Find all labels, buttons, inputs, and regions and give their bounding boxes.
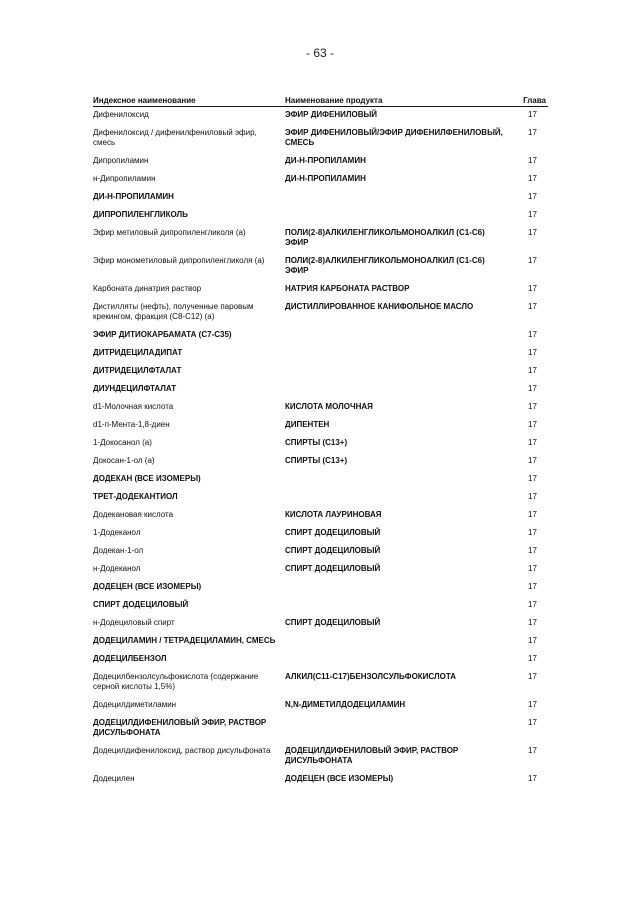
table-row <box>93 579 548 597</box>
table-row <box>93 771 548 789</box>
chapter-cell: 17 <box>528 718 537 727</box>
index-name-cell: Додецилдифенилоксид, раствор дисульфоната <box>93 746 271 755</box>
table-row <box>93 743 548 771</box>
chapter-cell: 17 <box>528 672 537 681</box>
chapter-cell: 17 <box>528 284 537 293</box>
chapter-cell: 17 <box>528 546 537 555</box>
table-row <box>93 299 548 327</box>
index-name-cell: Дистилляты (нефть), полученные паровым крекингом, фракция (C8-C12) (a) <box>93 302 254 321</box>
product-name-cell: СПИРТЫ (C13+) <box>285 456 348 465</box>
index-name-cell: СПИРТ ДОДЕЦИЛОВЫЙ <box>93 600 189 609</box>
chapter-cell: 17 <box>528 528 537 537</box>
table-row <box>93 281 548 299</box>
index-name-cell: ДОДЕЦИЛБЕНЗОЛ <box>93 654 167 663</box>
chapter-cell: 17 <box>528 348 537 357</box>
table-header <box>93 93 548 107</box>
table-row <box>93 417 548 435</box>
chapter-cell: 17 <box>528 110 537 119</box>
index-name-cell: Эфир метиловый дипропиленгликоля (a) <box>93 228 246 237</box>
product-name-cell <box>285 651 513 669</box>
chapter-cell: 17 <box>528 492 537 501</box>
index-name-cell: Карбоната динатрия раствор <box>93 284 202 293</box>
product-name-cell <box>285 471 513 489</box>
chapter-cell: 17 <box>528 420 537 429</box>
header-product-name: Наименование продукта <box>285 93 513 107</box>
chapter-cell: 17 <box>528 618 537 627</box>
table-row <box>93 171 548 189</box>
chapter-cell: 17 <box>528 366 537 375</box>
index-name-cell: н-Додециловый спирт <box>93 618 175 627</box>
chapter-cell: 17 <box>528 600 537 609</box>
product-name-cell <box>285 189 513 207</box>
chapter-cell: 17 <box>528 192 537 201</box>
product-name-cell: СПИРТЫ (C13+) <box>285 438 348 447</box>
product-index-table <box>93 93 548 789</box>
index-name-cell: ТРЕТ-ДОДЕКАНТИОЛ <box>93 492 178 501</box>
index-name-cell: Дифенилоксид <box>93 110 149 119</box>
chapter-cell: 17 <box>528 636 537 645</box>
chapter-cell: 17 <box>528 700 537 709</box>
index-name-cell: ДОДЕЦИЛДИФЕНИЛОВЫЙ ЭФИР, РАСТВОР ДИСУЛЬФОНАТА <box>93 718 267 737</box>
index-name-cell: ДИПРОПИЛЕНГЛИКОЛЬ <box>93 210 188 219</box>
index-name-cell: 1-Додеканол <box>93 528 141 537</box>
chapter-cell: 17 <box>528 746 537 755</box>
product-name-cell: ЭФИР ДИФЕНИЛОВЫЙ/ЭФИР ДИФЕНИЛФЕНИЛОВЫЙ, СМЕСЬ <box>285 128 503 147</box>
table-row <box>93 125 548 153</box>
index-name-cell: Докосан-1-ол (a) <box>93 456 155 465</box>
product-index-table-container <box>93 93 548 789</box>
index-name-cell: Додецилдиметиламин <box>93 700 177 709</box>
product-name-cell: ДИПЕНТЕН <box>285 420 330 429</box>
product-name-cell <box>285 381 513 399</box>
index-name-cell: Дипропиламин <box>93 156 149 165</box>
table-row <box>93 525 548 543</box>
index-name-cell: Додецилбензолсульфокислота (содержание серной кислоты 1,5%) <box>93 672 259 691</box>
chapter-cell: 17 <box>528 156 537 165</box>
table-row <box>93 597 548 615</box>
product-name-cell: ДИСТИЛЛИРОВАННОЕ КАНИФОЛЬНОЕ МАСЛО <box>285 302 474 311</box>
product-name-cell: КИСЛОТА ЛАУРИНОВАЯ <box>285 510 382 519</box>
page-number: - 63 - <box>305 46 334 60</box>
product-name-cell: КИСЛОТА МОЛОЧНАЯ <box>285 402 373 411</box>
index-name-cell: ДОДЕЦЕН (ВСЕ ИЗОМЕРЫ) <box>93 582 202 591</box>
table-row <box>93 253 548 281</box>
table-row <box>93 489 548 507</box>
table-row <box>93 153 548 171</box>
product-name-cell: ДОДЕЦЕН (ВСЕ ИЗОМЕРЫ) <box>285 774 394 783</box>
chapter-cell: 17 <box>528 302 537 311</box>
table-row <box>93 471 548 489</box>
index-name-cell: ДИТРИДЕЦИЛАДИПАТ <box>93 348 183 357</box>
table-row <box>93 345 548 363</box>
chapter-cell: 17 <box>528 256 537 265</box>
product-name-cell: СПИРТ ДОДЕЦИЛОВЫЙ <box>285 564 381 573</box>
table-row <box>93 561 548 579</box>
table-body <box>93 107 548 790</box>
table-row <box>93 189 548 207</box>
header-row <box>93 93 548 107</box>
index-name-cell: Додекан-1-ол <box>93 546 144 555</box>
table-row <box>93 435 548 453</box>
index-name-cell: ДИУНДЕЦИЛФТАЛАТ <box>93 384 177 393</box>
product-name-cell: ДОДЕЦИЛДИФЕНИЛОВЫЙ ЭФИР, РАСТВОР ДИСУЛЬФОНАТА <box>285 746 459 765</box>
index-name-cell: н-Додеканол <box>93 564 141 573</box>
index-name-cell: ЭФИР ДИТИОКАРБАМАТА (C7-C35) <box>93 330 232 339</box>
chapter-cell: 17 <box>528 128 537 137</box>
table-row <box>93 399 548 417</box>
chapter-cell: 17 <box>528 474 537 483</box>
table-row <box>93 327 548 345</box>
product-name-cell: НАТРИЯ КАРБОНАТА РАСТВОР <box>285 284 410 293</box>
table-row <box>93 107 548 126</box>
table-row <box>93 651 548 669</box>
table-row <box>93 669 548 697</box>
table-row <box>93 615 548 633</box>
chapter-cell: 17 <box>528 228 537 237</box>
chapter-cell: 17 <box>528 402 537 411</box>
index-name-cell: 1-Докосанол (a) <box>93 438 152 447</box>
product-name-cell <box>285 345 513 363</box>
product-name-cell: ЭФИР ДИФЕНИЛОВЫЙ <box>285 110 378 119</box>
index-name-cell: ДИТРИДЕЦИЛФТАЛАТ <box>93 366 182 375</box>
product-name-cell: ДИ-Н-ПРОПИЛАМИН <box>285 174 366 183</box>
table-row <box>93 697 548 715</box>
product-name-cell <box>285 633 513 651</box>
product-name-cell <box>285 715 513 743</box>
table-row <box>93 381 548 399</box>
index-name-cell: Эфир монометиловый дипропиленгликоля (a) <box>93 256 265 265</box>
header-index-name: Индексное наименование <box>93 93 285 107</box>
product-name-cell <box>285 579 513 597</box>
table-row <box>93 363 548 381</box>
product-name-cell <box>285 489 513 507</box>
product-name-cell: ПОЛИ(2-8)АЛКИЛЕНГЛИКОЛЬМОНОАЛКИЛ (C1-C6) ЭФИР <box>285 256 485 275</box>
table-row <box>93 715 548 743</box>
chapter-cell: 17 <box>528 510 537 519</box>
index-name-cell: ДИ-Н-ПРОПИЛАМИН <box>93 192 174 201</box>
index-name-cell: Додецилен <box>93 774 135 783</box>
product-name-cell: ПОЛИ(2-8)АЛКИЛЕНГЛИКОЛЬМОНОАЛКИЛ (C1-C6) ЭФИР <box>285 228 485 247</box>
table-row <box>93 543 548 561</box>
product-name-cell: СПИРТ ДОДЕЦИЛОВЫЙ <box>285 528 381 537</box>
product-name-cell: СПИРТ ДОДЕЦИЛОВЫЙ <box>285 618 381 627</box>
index-name-cell: Дифенилоксид / дифенилфениловый эфир, смесь <box>93 128 257 147</box>
index-name-cell: d1-п-Мента-1,8-диен <box>93 420 170 429</box>
product-name-cell <box>285 327 513 345</box>
chapter-cell: 17 <box>528 654 537 663</box>
product-name-cell <box>285 207 513 225</box>
chapter-cell: 17 <box>528 384 537 393</box>
product-name-cell: СПИРТ ДОДЕЦИЛОВЫЙ <box>285 546 381 555</box>
product-name-cell: АЛКИЛ(C11-C17)БЕНЗОЛСУЛЬФОКИСЛОТА <box>285 672 457 681</box>
table-row <box>93 507 548 525</box>
chapter-cell: 17 <box>528 774 537 783</box>
chapter-cell: 17 <box>528 438 537 447</box>
product-name-cell <box>285 597 513 615</box>
table-row <box>93 633 548 651</box>
header-chapter: Глава <box>513 93 548 107</box>
index-name-cell: d1-Молочная кислота <box>93 402 174 411</box>
chapter-cell: 17 <box>528 174 537 183</box>
index-name-cell: н-Дипропиламин <box>93 174 156 183</box>
product-name-cell: ДИ-Н-ПРОПИЛАМИН <box>285 156 366 165</box>
index-name-cell: ДОДЕЦИЛАМИН / ТЕТРАДЕЦИЛАМИН, СМЕСЬ <box>93 636 276 645</box>
chapter-cell: 17 <box>528 564 537 573</box>
chapter-cell: 17 <box>528 210 537 219</box>
index-name-cell: Додекановая кислота <box>93 510 174 519</box>
chapter-cell: 17 <box>528 582 537 591</box>
table-row <box>93 225 548 253</box>
table-row <box>93 207 548 225</box>
chapter-cell: 17 <box>528 456 537 465</box>
index-name-cell: ДОДЕКАН (ВСЕ ИЗОМЕРЫ) <box>93 474 201 483</box>
table-row <box>93 453 548 471</box>
chapter-cell: 17 <box>528 330 537 339</box>
product-name-cell <box>285 363 513 381</box>
product-name-cell: N,N-ДИМЕТИЛДОДЕЦИЛАМИН <box>285 700 406 709</box>
